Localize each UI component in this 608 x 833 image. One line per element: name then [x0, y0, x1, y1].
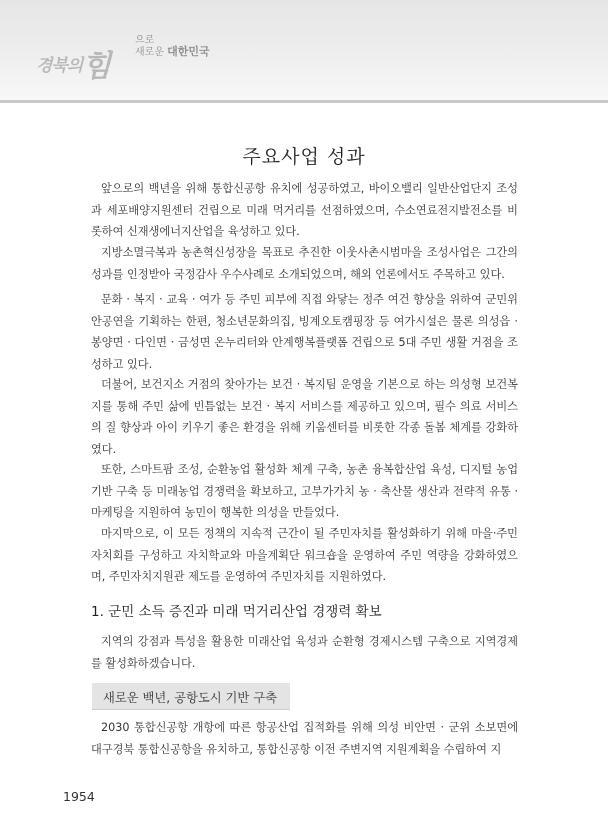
logo-line-3: 대한민국 — [167, 45, 210, 58]
subsection-heading: 새로운 백년, 공항도시 기반 구축 — [103, 691, 277, 705]
paragraph: 또한, 스마트팜 조성, 순환농업 활성화 체계 구축, 농촌 융복합산업 육성, 디지털 농업 기반 구축 등 미래농업 경쟁력을 확보하고, 고부가가치 농 · 축산물 생산과 전략적 유통 · 마케팅을 지원하여 농민이 행복한 의성을 만들었다. — [91, 463, 518, 519]
section-heading: 1. 군민 소득 증진과 미래 먹거리산업 경쟁력 확보 — [91, 604, 382, 620]
page-title: 주요사업 성과 — [242, 146, 366, 168]
logo-script-emphasis: 힘 — [82, 49, 111, 84]
logo-line-2: 새로운 — [135, 47, 164, 58]
logo-script-particle: 의 — [66, 56, 83, 76]
logo-caption — [135, 35, 215, 58]
paragraph: 문화 · 복지 · 교육 · 여가 등 주민 피부에 직접 와닿는 정주 여건 향상을 위하여 군민위안공연을 기획하는 한편, 청소년문화의집, 빙계오토캠핑장 등 여가시설은 물론 의성읍 · 봉양면 · 다인면 · 금성면 온누리터와 안계행복플랫폼 건립으로 5대 주민 생활 거점을 조성하고 있다. — [91, 293, 518, 371]
paragraph: 더불어, 보건지소 거점의 찾아가는 보건 · 복지팀 운영을 기본으로 하는 의성형 보건복지를 통해 주민 삶에 빈틈없는 보건 · 복지 서비스를 제공하고 있으며, 필수 의료 서비스의 질 향상과 아이 키우기 좋은 환경을 위해 키움센터를 비롯한 각종 돌봄 체계를 강화하였다. — [91, 378, 518, 456]
page-number: 1954 — [63, 789, 95, 804]
section-intro: 지역의 강점과 특성을 활용한 미래산업 육성과 순환형 경제시스템 구축으로 지역경제를 활성화하겠습니다. — [91, 635, 518, 670]
header-divider — [0, 100, 608, 103]
logo-script — [36, 36, 111, 84]
paragraph: 앞으로의 백년을 위해 통합신공항 유치에 성공하였고, 바이오밸리 일반산업단지 조성과 세포배양지원센터 건립으로 미래 먹거리를 선점하였으며, 수소연료전지발전소를 비롯하여 신재생에너지산업을 육성하고 있다. — [91, 182, 518, 238]
subsection-heading-box — [92, 683, 290, 710]
subsection-paragraph: 2030 통합신공항 개항에 따른 항공산업 집적화를 위해 의성 비안면 · 군위 소보면에 대구경북 통합신공항을 유치하고, 통합신공항 이전 주변지역 지원계획을 수립하여 지 — [91, 721, 518, 756]
logo-script-word: 경북 — [36, 56, 67, 76]
paragraph: 지방소멸극복과 농촌혁신성장을 목표로 추진한 이웃사촌시범마을 조성사업은 그간의 성과를 인정받아 국정감사 우수사례로 소개되었으며, 해외 언론에서도 주목하고 있다. — [91, 246, 518, 281]
paragraph: 마지막으로, 이 모든 정책의 지속적 근간이 될 주민자치를 활성화하기 위해 마을·주민자치회를 구성하고 자치학교와 마을계획단 워크숍을 운영하여 주민 역량을 강화하였으며, 주민자치지원관 제도를 운영하여 주민자치를 지원하였다. — [91, 527, 518, 583]
logo-line-1: 으로 — [135, 35, 155, 46]
